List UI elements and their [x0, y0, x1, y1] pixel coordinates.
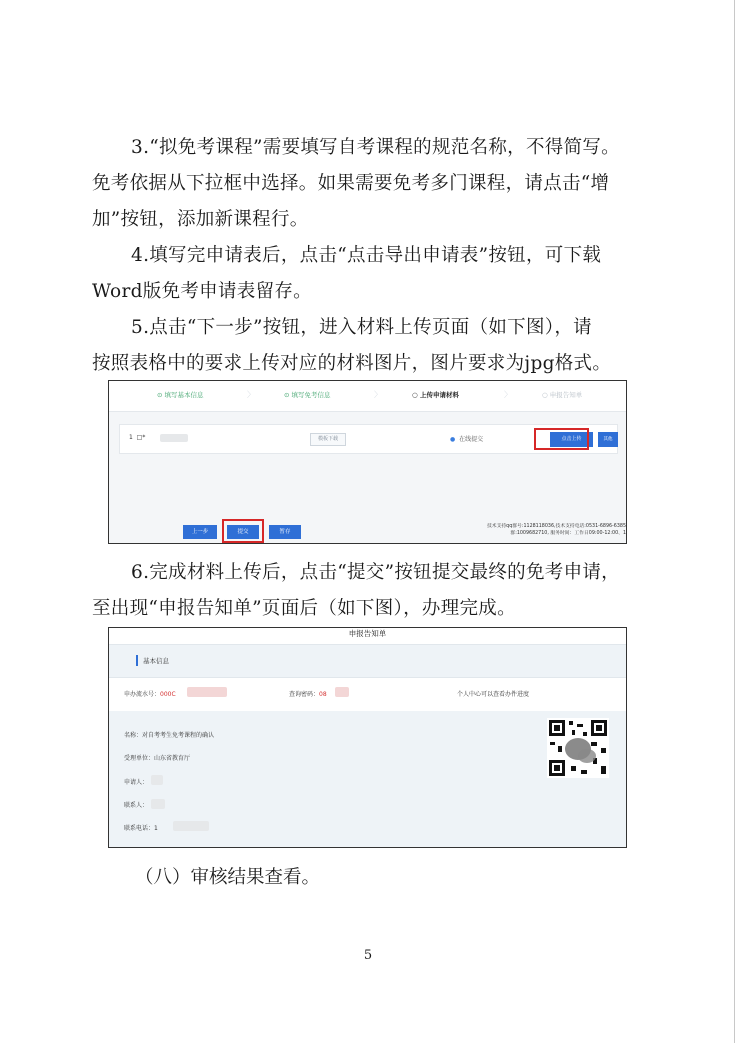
section-heading-8: （八）审核结果查看。: [135, 867, 321, 888]
submit-button[interactable]: 提交: [227, 525, 259, 539]
redacted-serial: [187, 687, 227, 697]
click-upload-button[interactable]: 点击上传: [550, 432, 593, 447]
other-button[interactable]: 其他: [598, 432, 618, 447]
query-password: 查询密码：08: [289, 691, 327, 698]
save-draft-button[interactable]: 暂存: [269, 525, 301, 539]
notice-title: 申报告知单: [348, 629, 387, 638]
step-arrow-icon: 〉: [504, 390, 512, 399]
page-number: 5: [363, 948, 373, 963]
submit-highlight-box: [222, 519, 264, 543]
section-header: 基本信息: [109, 644, 626, 678]
step-progress-bar: [109, 381, 626, 412]
notice-page-screenshot: [108, 627, 627, 848]
template-download-button[interactable]: 模板下载: [310, 433, 346, 446]
contact-phone: 联系电话：1: [124, 825, 158, 832]
contact-person: 联系人：: [124, 802, 149, 809]
applicant: 申请人：: [124, 779, 149, 786]
redacted-phone: [173, 821, 209, 831]
paragraph-step-3: 3.“拟免考课程”需要填写自考课程的规范名称，不得简写。 免考依据从下拉框中选择。如果需要免考多门课程，请点击“增 加”按钮，添加新课程行。: [92, 137, 620, 230]
step-arrow-icon: 〉: [374, 390, 382, 399]
serial-number: 申办流水号：000C: [124, 691, 176, 698]
step-arrow-icon: 〉: [247, 390, 255, 399]
row-index: 1 □*: [129, 434, 146, 441]
upload-highlight-box: [534, 428, 589, 450]
qr-code-icon: [547, 718, 609, 778]
section-marker: [136, 655, 138, 666]
progress-hint: 个人中心可以查看办件进度: [457, 691, 530, 698]
paragraph-step-6: 6.完成材料上传后，点击“提交”按钮提交最终的免考申请， 至出现“申报告知单”页面后（如下图），办理完成。: [92, 562, 620, 619]
previous-step-button[interactable]: 上一步: [183, 525, 217, 539]
step-exemption-info: ⊙ 填写免考信息: [284, 391, 331, 399]
redacted-applicant: [151, 775, 163, 785]
radio-dot-icon: ●: [450, 436, 456, 443]
redacted-name: [160, 434, 188, 442]
accepting-unit: 受理单位：山东省教育厅: [124, 755, 191, 762]
paragraph-step-4: 4.填写完申请表后，点击“点击导出申请表”按钮，可下载 Word版免考申请表留存。: [92, 245, 602, 302]
step-upload-materials: ○ 上传申请材料: [412, 391, 459, 399]
online-submit-option[interactable]: ● 在线提交: [450, 436, 484, 443]
redacted-password: [335, 687, 349, 697]
upload-page-screenshot: [108, 380, 627, 544]
item-name: 名称：对自考考生免考课程的确认: [124, 732, 215, 739]
step-notice: ○ 申报告知单: [542, 391, 583, 399]
page-edge: [734, 0, 735, 1043]
paragraph-step-5: 5.点击“下一步”按钮，进入材料上传页面（如下图），请 按照表格中的要求上传对应的材料图片，图片要求为jpg格式。: [92, 317, 612, 374]
step-basic-info: ⊙ 填写基本信息: [157, 391, 204, 399]
redacted-contact: [151, 799, 165, 809]
support-info: 技术支持qq群号:1128118036,技术支持电话:0531-6896-6385 群:1009682710, 服务时间：工作日09:00-12:00、1: [486, 524, 626, 536]
